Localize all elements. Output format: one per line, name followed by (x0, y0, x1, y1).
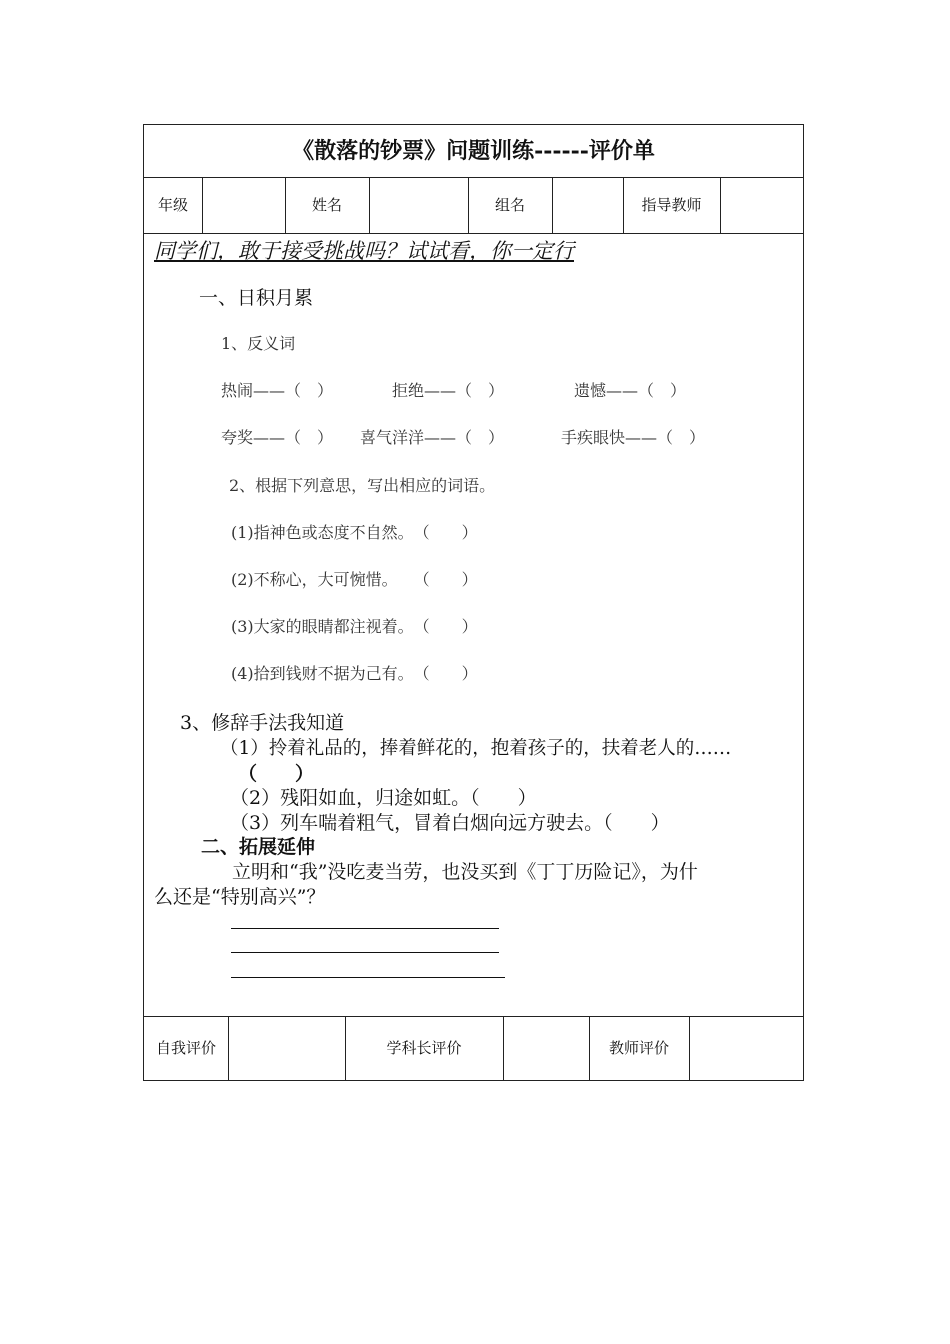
antonym-item: 拒绝——（ ） (392, 381, 505, 400)
name-field[interactable] (370, 177, 468, 233)
antonym-item: 喜气洋洋——（ ） (360, 428, 505, 447)
grade-label: 年级 (157, 196, 188, 214)
section1-heading: 一、日积月累 (199, 287, 314, 309)
definition-item: (2)不称心，大可惋惜。 （ ） (231, 570, 478, 589)
slogan: 同学们，敢于接受挑战吗？试试看，你一定行 (154, 239, 574, 263)
q2-label: 2、根据下列意思，写出相应的词语。 (229, 476, 496, 495)
leader-eval-field[interactable] (504, 1016, 589, 1080)
antonym-item: 遗憾——（ ） (574, 381, 687, 400)
form-title: 《散落的钞票》问题训练------评价单 (292, 138, 655, 164)
evaluation-form (143, 124, 804, 1081)
rhetoric-item: （1）拎着礼品的，捧着鲜花的，抱着孩子的，扶着老人的…… (220, 738, 732, 759)
leader-eval-label: 学科长评价 (386, 1039, 462, 1057)
rhetoric-item: （2）残阳如血，归途如虹。（ ） (230, 787, 537, 809)
antonym-item: 夸奖——（ ） (221, 428, 334, 447)
definition-item: (4)拾到钱财不据为己有。 （ ） (231, 664, 478, 683)
section2-heading: 二、拓展延伸 (201, 836, 316, 858)
definition-item: (1)指神色或态度不自然。 （ ） (231, 523, 478, 542)
divider (144, 233, 803, 234)
teacher-field[interactable] (721, 177, 804, 233)
q1-label: 1、反义词 (221, 334, 296, 353)
self-eval-label: 自我评价 (155, 1039, 216, 1057)
answer-line[interactable] (231, 952, 499, 953)
q3-label: 3、修辞手法我知道 (180, 712, 345, 734)
group-label: 组名 (494, 196, 525, 214)
extension-question: 立明和“我”没吃麦当劳，也没买到《丁丁历险记》，为什 (232, 861, 698, 883)
teacher-eval-label: 教师评价 (608, 1039, 669, 1057)
name-label: 姓名 (311, 196, 342, 214)
grade-field[interactable] (203, 177, 285, 233)
teacher-label: 指导教师 (641, 196, 702, 214)
rhetoric-item: （3）列车喘着粗气，冒着白烟向远方驶去。（ ） (230, 812, 670, 834)
answer-line[interactable] (231, 928, 499, 929)
extension-question: 么还是“特别高兴”？ (154, 886, 326, 908)
answer-line[interactable] (231, 977, 505, 978)
teacher-eval-field[interactable] (690, 1016, 804, 1080)
definition-item: (3)大家的眼睛都注视着。 （ ） (231, 617, 478, 636)
self-eval-field[interactable] (229, 1016, 345, 1080)
antonym-item: 手疾眼快——（ ） (561, 428, 706, 447)
rhetoric-blank: （ ） (238, 763, 315, 785)
group-field[interactable] (553, 177, 623, 233)
antonym-item: 热闹——（ ） (221, 381, 334, 400)
